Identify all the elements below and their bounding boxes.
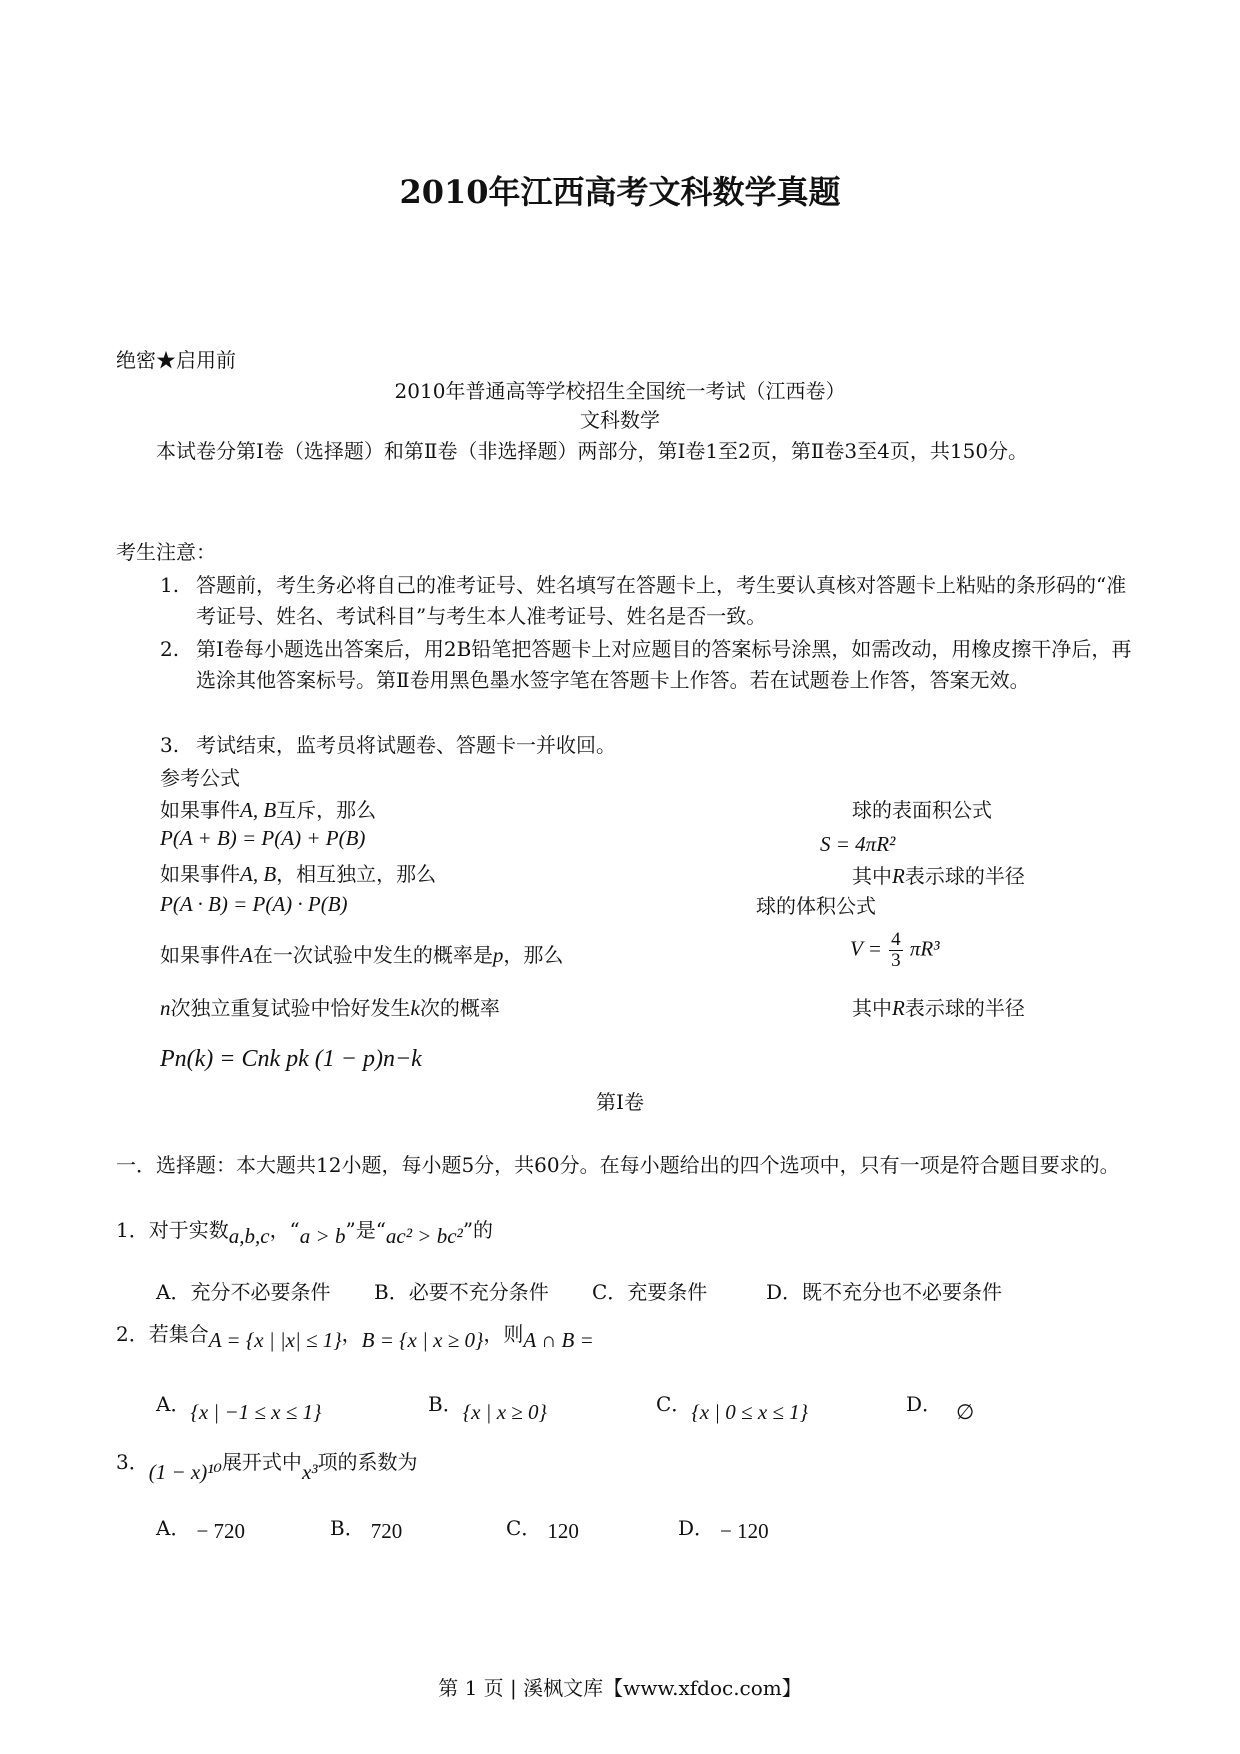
question-2-stem xyxy=(116,1320,594,1352)
question-text: ， xyxy=(341,1322,362,1346)
formula-text: 次的概率 xyxy=(419,996,500,1020)
option-value: ∅ xyxy=(956,1400,975,1424)
formula-text: 在一次试验中发生的概率是 xyxy=(252,943,493,967)
section-one-instructions: 一．选择题：本大题共12小题，每小题5分，共60分。在每小题给出的四个选项中，只有一项是符合题目要求的。 xyxy=(116,1153,1120,1177)
formula-sphere-volume-label: 球的体积公式 xyxy=(756,894,876,918)
formula-mutually-exclusive-label xyxy=(160,796,376,824)
question-math: B = {x | x ≥ 0} xyxy=(361,1328,484,1352)
question-number: 2． xyxy=(116,1322,149,1346)
question-math: a > b xyxy=(299,1224,346,1248)
formula-bernoulli-label xyxy=(160,994,500,1022)
intro-paragraph: 本试卷分第Ⅰ卷（选择题）和第Ⅱ卷（非选择题）两部分，第Ⅰ卷1至2页，第Ⅱ卷3至4页，共150分。 xyxy=(156,439,1029,463)
formula-heading: 参考公式 xyxy=(160,766,240,790)
notice-item-2 xyxy=(160,634,1132,696)
option-value: − 120 xyxy=(720,1519,769,1543)
notice-item-3 xyxy=(160,730,1132,761)
formula-sphere-area: S = 4πR² xyxy=(820,832,896,856)
question-2-option-d xyxy=(906,1388,975,1424)
formula-text: 如果事件 xyxy=(160,943,240,967)
question-math: A ∩ B = xyxy=(523,1328,594,1352)
formula-text: ，相互独立，那么 xyxy=(276,862,437,886)
subject-title: 文科数学 xyxy=(580,408,660,432)
option-label: D． xyxy=(678,1516,715,1540)
notice-number: 3. xyxy=(160,733,180,757)
formula-text: ，那么 xyxy=(503,943,564,967)
question-number: 1． xyxy=(116,1218,149,1242)
formula-multiplication-rule: P(A · B) = P(A) · P(B) xyxy=(160,892,348,916)
secret-mark: 绝密★启用前 xyxy=(116,348,236,372)
option-label: D． xyxy=(906,1392,943,1416)
notice-heading: 考生注意： xyxy=(116,540,216,564)
formula-text: 其中 xyxy=(852,996,892,1020)
question-1-option-a: A．充分不必要条件 xyxy=(156,1280,331,1304)
option-value: − 720 xyxy=(196,1519,246,1543)
formula-sphere-volume xyxy=(850,930,940,971)
question-text: 展开式中 xyxy=(221,1450,302,1474)
question-3-option-a xyxy=(156,1512,245,1541)
question-math: ac² > bc² xyxy=(385,1224,463,1248)
question-1-option-d: D．既不充分也不必要条件 xyxy=(766,1280,1003,1304)
question-text: ，“ xyxy=(269,1218,300,1242)
question-math: a,b,c xyxy=(228,1224,270,1248)
option-value: {x | −1 ≤ x ≤ 1} xyxy=(190,1400,322,1424)
fraction-numerator: 4 xyxy=(891,929,901,950)
question-text: ，则 xyxy=(483,1322,524,1346)
option-label: A． xyxy=(156,1392,191,1416)
notice-text: 考试结束，监考员将试题卷、答题卡一并收回。 xyxy=(196,733,616,757)
question-3-stem xyxy=(116,1448,418,1484)
formula-text: 如果事件 xyxy=(160,798,240,822)
formula-math: A, B xyxy=(240,798,277,822)
part-one-heading: 第Ⅰ卷 xyxy=(596,1090,644,1114)
page-footer: 第 1 页 | 溪枫文库【www.xfdoc.com】 xyxy=(438,1676,802,1700)
document-title: 2010年江西高考文科数学真题 xyxy=(399,173,841,211)
question-1-option-b: B．必要不充分条件 xyxy=(374,1280,549,1304)
option-label: C． xyxy=(656,1392,692,1416)
option-label: B． xyxy=(330,1516,365,1540)
question-2-option-c xyxy=(656,1388,809,1424)
formula-math: V = xyxy=(850,936,882,961)
formula-text: 表示球的半径 xyxy=(904,864,1025,888)
formula-text: 其中 xyxy=(852,864,892,888)
question-math: x³ xyxy=(301,1460,318,1484)
question-math: (1 − x)¹⁰ xyxy=(148,1460,222,1484)
question-text: 若集合 xyxy=(148,1322,209,1346)
formula-radius-note-1 xyxy=(852,862,1025,890)
question-text: ”的 xyxy=(462,1218,494,1242)
formula-math: p xyxy=(492,943,504,967)
question-text: ”是“ xyxy=(345,1218,386,1242)
formula-text: 如果事件 xyxy=(160,862,240,886)
notice-item-1 xyxy=(160,570,1132,632)
formula-math: R xyxy=(892,996,905,1020)
option-label: C． xyxy=(506,1516,542,1540)
formula-probability-label xyxy=(160,941,563,969)
question-text: 项的系数为 xyxy=(317,1450,418,1474)
question-3-option-d xyxy=(678,1512,769,1541)
formula-text: 表示球的半径 xyxy=(904,996,1025,1020)
formula-math: k xyxy=(410,996,420,1020)
notice-number: 2. xyxy=(160,637,180,661)
option-label: A． xyxy=(156,1516,191,1540)
question-number: 3． xyxy=(116,1450,149,1474)
formula-binomial: Pn(k) = Cnk pk (1 − p)n−k xyxy=(160,1046,422,1072)
question-1-stem xyxy=(116,1216,494,1248)
question-2-option-b xyxy=(428,1388,547,1424)
fraction-denominator: 3 xyxy=(891,950,901,971)
option-value: {x | 0 ≤ x ≤ 1} xyxy=(691,1400,809,1424)
question-3-option-c xyxy=(506,1512,579,1541)
option-value: {x | x ≥ 0} xyxy=(462,1400,547,1424)
notice-text: 答题前，考生务必将自己的准考证号、姓名填写在答题卡上，考生要认真核对答题卡上粘贴的条形码的“准考证号、姓名、考试科目”与考生本人准考证号、姓名是否一致。 xyxy=(196,573,1127,628)
exam-name: 2010年普通高等学校招生全国统一考试（江西卷） xyxy=(394,379,846,403)
fraction xyxy=(889,930,903,971)
option-label: B． xyxy=(428,1392,463,1416)
formula-math: A, B xyxy=(240,862,277,886)
formula-independent-label xyxy=(160,860,436,888)
formula-math: A xyxy=(240,943,253,967)
question-text: 对于实数 xyxy=(148,1218,229,1242)
formula-math: R xyxy=(892,864,905,888)
question-math: A = {x | |x| ≤ 1} xyxy=(208,1328,342,1352)
question-2-option-a xyxy=(156,1388,322,1424)
question-1-option-c: C．充要条件 xyxy=(592,1280,708,1304)
formula-math: πR³ xyxy=(909,936,940,961)
notice-text: 第Ⅰ卷每小题选出答案后，用2B铅笔把答题卡上对应题目的答案标号涂黑，如需改动，用橡皮擦干净后，再选涂其他答案标号。第Ⅱ卷用黑色墨水签字笔在答题卡上作答。若在试题卷上作答，答案无效。 xyxy=(196,637,1132,692)
notice-number: 1. xyxy=(160,573,180,597)
formula-addition-rule: P(A + B) = P(A) + P(B) xyxy=(160,826,366,850)
formula-math: n xyxy=(160,996,171,1020)
formula-radius-note-2 xyxy=(852,994,1025,1022)
option-value: 120 xyxy=(547,1519,579,1543)
formula-text: 次独立重复试验中恰好发生 xyxy=(170,996,411,1020)
question-3-option-b xyxy=(330,1512,402,1541)
formula-text: 互斥，那么 xyxy=(276,798,377,822)
formula-sphere-area-label: 球的表面积公式 xyxy=(852,798,992,822)
option-value: 720 xyxy=(370,1519,403,1543)
